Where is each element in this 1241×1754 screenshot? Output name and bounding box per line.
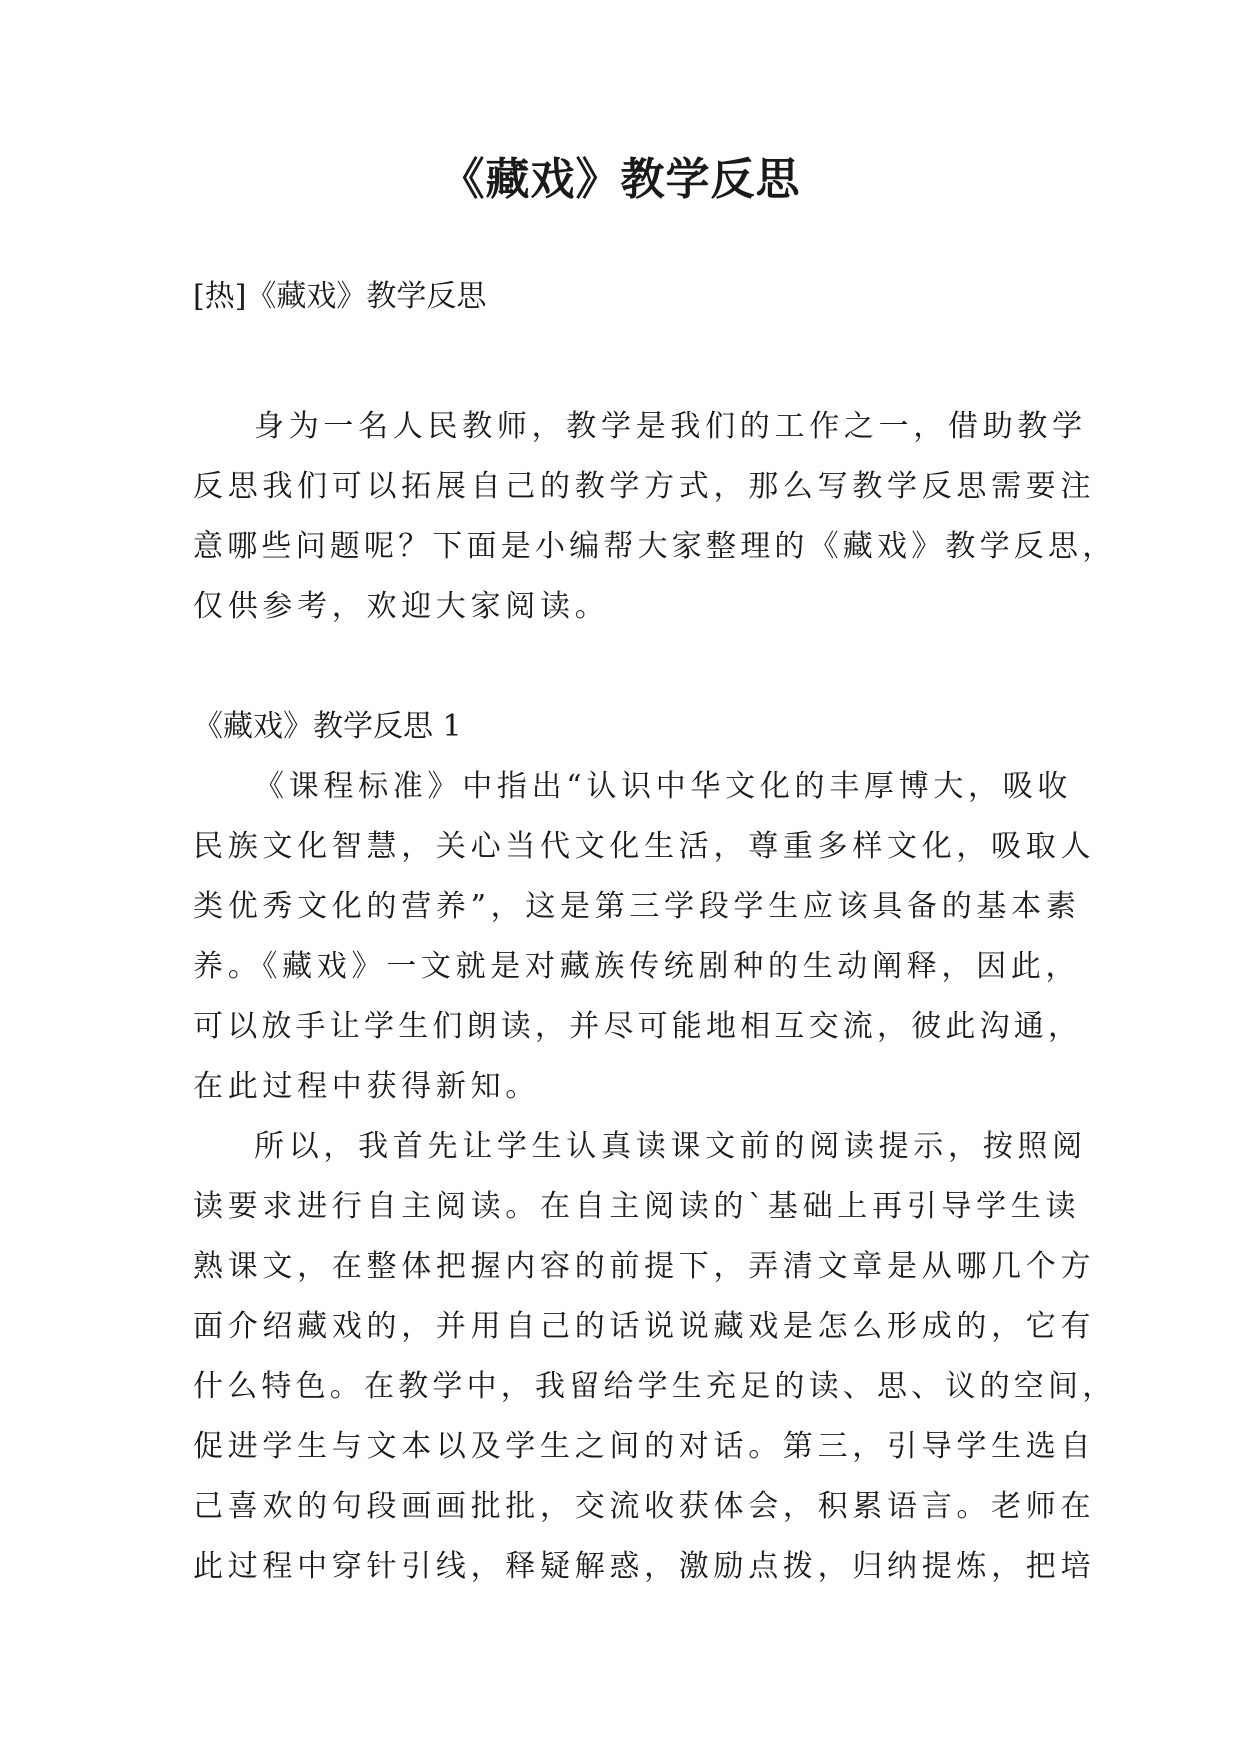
intro-line-2: 反思我们可以拓展自己的教学方式，那么写教学反思需要注 [193,469,1096,504]
paragraph1-line-2: 民族文化智慧，关心当代文化生活，尊重多样文化，吸取人 [193,829,1096,864]
intro-line-3: 意哪些问题呢？下面是小编帮大家整理的《藏戏》教学反思， [193,529,1117,564]
paragraph2-line-8: 此过程中穿针引线，释疑解惑，激励点拨，归纳提炼，把培 [193,1549,1096,1584]
paragraph1-line-4: 养。《藏戏》一文就是对藏族传统剧种的生动阐释，因此， [193,949,1081,984]
section-heading: 《藏戏》教学反思 1 [193,709,462,744]
document-title: 《藏戏》教学反思 [440,154,801,205]
paragraph1-line-5: 可以放手让学生们朗读，并尽可能地相互交流，彼此沟通， [193,1009,1083,1044]
intro-line-4: 仅供参考，欢迎大家阅读。 [193,589,610,624]
paragraph1-line-6: 在此过程中获得新知。 [193,1069,540,1104]
intro-line-1: 身为一名人民教师，教学是我们的工作之一，借助教学 [254,409,1087,444]
paragraph2-line-4: 面介绍藏戏的，并用自己的话说说藏戏是怎么形成的，它有 [193,1309,1096,1344]
paragraph1-line-1: 《课程标准》中指出“认识中华文化的丰厚博大，吸收 [254,769,1073,804]
paragraph2-line-1: 所以，我首先让学生认真读课文前的阅读提示，按照阅 [254,1129,1087,1164]
document-subtitle: [热]《藏戏》教学反思 [193,279,487,314]
paragraph2-line-3: 熟课文，在整体把握内容的前提下，弄清文章是从哪几个方 [193,1249,1096,1284]
paragraph2-line-6: 促进学生与文本以及学生之间的对话。第三，引导学生选自 [193,1429,1096,1464]
paragraph2-line-7: 己喜欢的句段画画批批，交流收获体会，积累语言。老师在 [193,1489,1096,1524]
paragraph1-line-3: 类优秀文化的营养”，这是第三学段学生应该具备的基本素 [193,889,1081,924]
paragraph2-line-5: 什么特色。在教学中，我留给学生充足的读、思、议的空间， [193,1369,1117,1404]
paragraph2-line-2: 读要求进行自主阅读。在自主阅读的`基础上再引导学生读 [193,1189,1081,1224]
